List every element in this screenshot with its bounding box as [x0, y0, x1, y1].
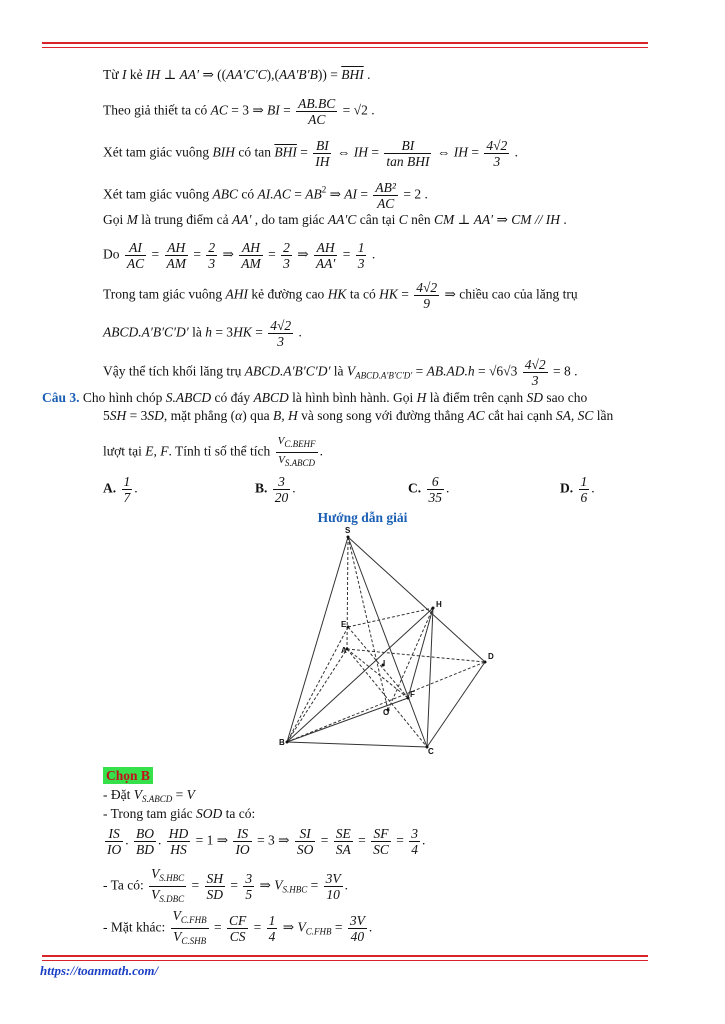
footer-rule-thin — [42, 960, 648, 961]
option-b[interactable]: B. $\frac{3}{20}$ . — [255, 474, 296, 505]
solution-line-4: Xét tam giác vuông ABC có $AI.AC = AB^2$ ⇒ AI = $\frac{\text{AB²}}{AC}$ = 2 . — [103, 180, 428, 211]
label-a: A — [341, 646, 347, 655]
question-line-1: Câu 3. Cho hình chóp S.ABCD có đáy ABCD là hình bình hành. Gọi H là điểm trên cạnh SD sao cho — [42, 390, 588, 405]
question-line-2: 5SH = 3SD, mặt phẳng (α) qua B, H và song song với đường thẳng AC cắt hai cạnh SA, SC lần — [103, 408, 614, 423]
solution-line-3: Xét tam giác vuông BIH có $\tan \overline{BHI}$ = $\frac{BI}{IH}$ ⇔ IH = $\frac{BI}{\text{tan BHI}}$ ⇔ IH = $\frac{4√2}{3}$ . — [103, 138, 519, 169]
answer-step-3: $\frac{IS}{IO}$ . $\frac{BO}{BD}$ . $\frac{HD}{HS}$ = 1 ⇒ $\frac{IS}{IO}$ = 3 ⇒ $\frac{SI}{SO}$ = $\frac{SE}{SA}$ = $\frac{SF}{SC}$ = $\frac{3}{4}$ . — [107, 826, 426, 857]
label-f: F — [410, 690, 415, 699]
label-d: D — [488, 652, 494, 661]
solution-line-5: Gọi M là trung điểm cả AA′ , do tam giác AA′C cân tại C nên CM ⊥ AA′ ⇒ CM // IH . — [103, 212, 567, 227]
pyramid-figure — [275, 525, 525, 760]
answer-step-5: - Mặt khác: $\frac{V_{C.FHB}}{V_{C.SHB}}$ = $\frac{CF}{CS}$ = $\frac{1}{4}$ ⇒ $V_{C.FHB}$ = $\frac{3V}{40}$ . — [103, 908, 373, 946]
label-e: E — [341, 620, 347, 629]
solution-line-9: Vậy thể tích khối lăng trụ ABCD.A′B′C′D′ là $V_{ABCD.A'B'C'D'} = AB.AD.h = √6√3$ $\frac{4√2}{3}$ = 8 . — [103, 357, 578, 388]
label-i: I — [383, 659, 386, 668]
label-b: B — [279, 738, 285, 747]
solution-line-7: Trong tam giác vuông AHI kẻ đường cao HK ta có HK = $\frac{4√2}{9}$ ⇒ chiều cao của lăng trụ — [103, 280, 578, 311]
answer-step-2: - Trong tam giác SOD ta có: — [103, 806, 256, 821]
option-c[interactable]: C. $\frac{6}{35}$ . — [408, 474, 450, 505]
label-h: H — [436, 600, 442, 609]
footer-link[interactable]: https://toanmath.com/ — [40, 963, 159, 978]
guide-title: Hướng dẫn giải — [317, 510, 408, 525]
solution-line-2: Theo giả thiết ta có AC = 3 ⇒ BI = $\frac{AB.BC}{AC}$ = √2 . — [103, 96, 375, 127]
option-d[interactable]: D. $\frac{1}{6}$ . — [560, 474, 595, 505]
option-a[interactable]: A. $\frac{1}{7}$ . — [103, 474, 138, 505]
answer-step-1: - Đặt $V_{S.ABCD} = V$ — [103, 787, 195, 804]
header-rule-thin — [42, 47, 648, 48]
answer-badge: Chọn B — [103, 767, 153, 784]
solution-line-8: ABCD.A′B′C′D′ là h = 3HK = $\frac{4√2}{3}$ . — [103, 318, 302, 349]
footer-rule — [42, 955, 648, 957]
question-line-3: lượt tại E, F. Tính tỉ số thể tích $\frac{V_{C.BEHF}}{V_{S.ABCD}}$ . — [103, 435, 323, 468]
solution-line-6: Do $\frac{AI}{AC}$ = $\frac{AH}{AM}$ = $\frac{2}{3}$ ⇒ $\frac{AH}{AM}$ = $\frac{2}{3}$ ⇒ $\frac{AH}{AA'}$ = $\frac{1}{3}$ . — [103, 240, 376, 271]
answer-step-4: - Ta có: $\frac{V_{S.HBC}}{V_{S.DBC}}$ = $\frac{SH}{SD}$ = $\frac{3}{5}$ ⇒ $V_{S.HBC}$ = $\frac{3V}{10}$ . — [103, 866, 348, 904]
solution-line-1: Từ I kẻ IH ⊥ AA′ ⇒ $((AA'C'C),(AA'B'B)) = \overline{BHI}$ . — [103, 67, 371, 82]
header-rule — [42, 42, 648, 44]
label-o: O — [383, 708, 390, 717]
label-s: S — [345, 526, 351, 535]
label-c: C — [428, 747, 434, 756]
